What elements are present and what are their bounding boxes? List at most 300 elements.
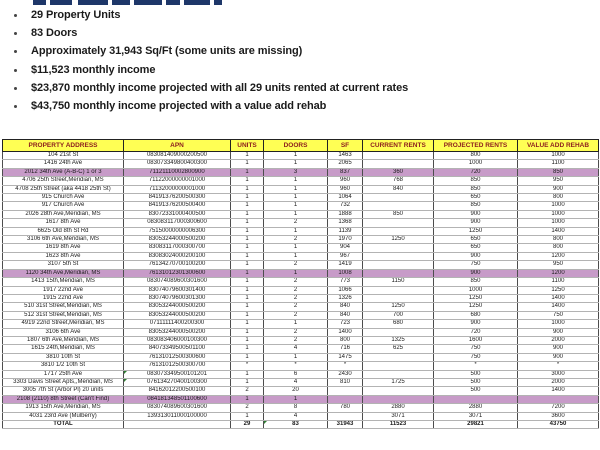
cell-units: * [231,362,264,370]
cell-units: 2 [231,387,264,395]
cell-address: 1913 15th Ave,Meridian, MS [3,404,124,412]
cell-projected-rents: 800 [434,152,518,160]
table-row [3,269,599,277]
cell-sf: 1888 [328,210,363,218]
cell-units: 1 [231,303,264,311]
bullet-text: 83 Doors [31,27,78,40]
cell-apn: 07111111400200300 [124,320,231,328]
cell-sf [328,412,363,420]
cell-apn: 76134270700100200 [124,261,231,269]
cell-apn: 083081409000200500 [124,152,231,160]
cell-value-add-rehab: 950 [518,261,599,269]
cell-apn: 076134270400100300 [124,378,231,386]
cell-apn [124,421,231,429]
cell-units: 1 [231,269,264,277]
cell-units: 1 [231,177,264,185]
cell-current-rents [363,370,434,378]
cell-units: 1 [231,194,264,202]
cell-sf: 1064 [328,194,363,202]
cell-apn: 83053244000500200 [124,236,231,244]
table-row [3,303,599,311]
cell-units: 1 [231,261,264,269]
cell-units: 1 [231,370,264,378]
cell-address: 1915 22nd Ave [3,294,124,302]
cell-units: 1 [231,286,264,294]
table-row [3,177,599,185]
cell-apn: 83083117000300700 [124,244,231,252]
table-row [3,378,599,386]
cell-projected-rents: 850 [434,177,518,185]
cell-current-rents [363,269,434,277]
cell-current-rents [363,261,434,269]
cell-current-rents: 680 [363,320,434,328]
bullet-dot-icon [14,69,17,72]
cell-units: 1 [231,202,264,210]
cell-doors: 1 [264,177,328,185]
cell-projected-rents: 750 [434,345,518,353]
cell-address: 1619 8th Ave [3,244,124,252]
cell-current-rents: 625 [363,345,434,353]
cell-doors: 1 [264,353,328,361]
cell-apn: 139313011000100000 [124,412,231,420]
cell-address: 3106 6th Ave [3,328,124,336]
cell-apn: 083083406000100300 [124,336,231,344]
table-total-row [3,421,599,429]
bullet-dot-icon [14,87,17,90]
bullet-item [12,6,588,24]
table-row [3,311,599,319]
rent-roll-table [2,139,599,429]
cell-apn: 83074079600301400 [124,286,231,294]
cell-doors: 1 [264,210,328,218]
cell-apn: 71122000000001000 [124,177,231,185]
table-row [3,261,599,269]
cell-current-rents: 768 [363,177,434,185]
column-header-doors: DOORS [264,140,328,152]
cell-projected-rents: 850 [434,202,518,210]
column-header-units: UNITS [231,140,264,152]
cell-sf: 1463 [328,152,363,160]
cell-units: 1 [231,378,264,386]
cell-doors: 1 [264,152,328,160]
cell-value-add-rehab: 800 [518,244,599,252]
cell-address: 1413 15th,Meridian, MS [3,278,124,286]
cell-doors: 1 [264,202,328,210]
cell-value-add-rehab: 2000 [518,378,599,386]
cell-projected-rents: 750 [434,353,518,361]
cell-doors: 2 [264,261,328,269]
cell-value-add-rehab: 950 [518,177,599,185]
cell-projected-rents: 1250 [434,227,518,235]
cell-projected-rents: 500 [434,370,518,378]
cell-doors: 83 [264,421,328,429]
cell-current-rents: 850 [363,210,434,218]
cell-address: 1617 8th Ave [3,219,124,227]
table-row [3,168,599,176]
cell-apn: 84191376200500300 [124,194,231,202]
bullet-text: 29 Property Units [31,9,121,21]
table-row [3,210,599,218]
cell-projected-rents: 650 [434,236,518,244]
cell-value-add-rehab: 800 [518,236,599,244]
cell-sf: 1008 [328,269,363,277]
cell-projected-rents: 900 [434,320,518,328]
cell-apn: 76131012301300600 [124,269,231,277]
cell-value-add-rehab: 900 [518,328,599,336]
cell-sf: 1475 [328,353,363,361]
cell-doors: 1 [264,320,328,328]
cell-value-add-rehab: 750 [518,311,599,319]
column-header-projected-rents: PROJECTED RENTS [434,140,518,152]
cell-sf: 1139 [328,227,363,235]
cell-projected-rents: 650 [434,244,518,252]
cell-value-add-rehab: 3000 [518,370,599,378]
bullet-item [12,24,588,42]
cell-current-rents [363,286,434,294]
cell-projected-rents [434,395,518,403]
cell-doors: 4 [264,378,328,386]
cell-value-add-rehab: 850 [518,168,599,176]
cell-apn: 083073349800400300 [124,160,231,168]
cell-value-add-rehab: 1100 [518,278,599,286]
cell-current-rents: 11523 [363,421,434,429]
cell-value-add-rehab: 900 [518,353,599,361]
cell-units: 1 [231,160,264,168]
cell-current-rents: 840 [363,185,434,193]
cell-sf: 732 [328,202,363,210]
cell-apn: 084181348501100600 [124,395,231,403]
cell-apn: 83053244000500200 [124,311,231,319]
table-row [3,252,599,260]
bullet-list [12,6,588,115]
cell-projected-rents: 1000 [434,286,518,294]
table-row [3,336,599,344]
table-row [3,236,599,244]
cell-projected-rents: 850 [434,185,518,193]
bullet-dot-icon [14,32,17,35]
cell-doors: 4 [264,345,328,353]
cell-units: 1 [231,244,264,252]
cell-doors: 1 [264,160,328,168]
cell-address: TOTAL [3,421,124,429]
cell-value-add-rehab: 1200 [518,252,599,260]
cell-doors: 2 [264,294,328,302]
cell-value-add-rehab: * [518,362,599,370]
cell-doors: 1 [264,244,328,252]
cell-projected-rents: 1250 [434,294,518,302]
cell-doors: 2 [264,278,328,286]
cell-current-rents [363,387,434,395]
table-row [3,412,599,420]
cell-projected-rents: 1250 [434,303,518,311]
cell-doors: 20 [264,387,328,395]
cell-address: 4031 23rd Ave (Mulberry) [3,412,124,420]
table-row [3,320,599,328]
cell-units: 1 [231,168,264,176]
cell-apn: 75150000000006300 [124,227,231,235]
table-row [3,294,599,302]
cell-units: 1 [231,227,264,235]
cell-sf [328,395,363,403]
cell-doors: 2 [264,219,328,227]
cell-value-add-rehab: 1200 [518,269,599,277]
cell-doors: 2 [264,311,328,319]
cell-address: 4706 25th Street,Meridian, MS [3,177,124,185]
cell-projected-rents: * [434,362,518,370]
cell-address: 1615 24th,Meridian, MS [3,345,124,353]
cell-current-rents: 1250 [363,236,434,244]
cell-projected-rents: 500 [434,378,518,386]
cell-doors: 2 [264,286,328,294]
cell-units: 1 [231,219,264,227]
cell-apn: 083074089600301600 [124,404,231,412]
cell-value-add-rehab: 900 [518,345,599,353]
cell-units: 1 [231,412,264,420]
cell-address: 2012 34th Ave (A-B-C) 1 or 3 [3,168,124,176]
cell-projected-rents: 900 [434,252,518,260]
cell-apn: 83074079600301300 [124,294,231,302]
cell-projected-rents: 900 [434,210,518,218]
cell-units: 1 [231,311,264,319]
bullet-dot-icon [14,50,17,53]
cell-value-add-rehab: 1400 [518,387,599,395]
cell-current-rents [363,294,434,302]
cell-sf: 960 [328,185,363,193]
cell-sf: 716 [328,345,363,353]
table-row [3,345,599,353]
cell-doors: 8 [264,404,328,412]
cell-doors: 1 [264,252,328,260]
cell-apn: 083074089600301600 [124,278,231,286]
cell-address: 1623 8th Ave [3,252,124,260]
cell-apn: 083073349500101201 [124,370,231,378]
cell-apn: 83053244000500200 [124,303,231,311]
cell-sf: 2065 [328,160,363,168]
cell-current-rents [363,244,434,252]
cell-apn: 84162012200500100 [124,387,231,395]
cell-address: 3810 10th St [3,353,124,361]
table-row [3,328,599,336]
cell-doors: 1 [264,185,328,193]
bullet-item [12,97,588,115]
cell-units: 1 [231,152,264,160]
cell-doors: 1 [264,227,328,235]
cell-address: 915 Church Ave [3,194,124,202]
cell-apn: 76131012500300600 [124,353,231,361]
table-row [3,387,599,395]
cell-value-add-rehab: 2000 [518,336,599,344]
cell-units: 1 [231,345,264,353]
cell-units: 1 [231,278,264,286]
cell-current-rents: 3071 [363,412,434,420]
cell-address: 1416 24th Ave [3,160,124,168]
table-row [3,152,599,160]
cell-address: 3106 6th Ave,Meridian, MS [3,236,124,244]
cell-doors: 2 [264,328,328,336]
cell-sf: 800 [328,336,363,344]
cell-address: 1120 34th Ave,Meridian, MS [3,269,124,277]
cell-address: 917 Church Ave [3,202,124,210]
table-row [3,395,599,403]
table-row [3,185,599,193]
cell-sf: 810 [328,378,363,386]
cell-current-rents [363,362,434,370]
cell-units: 1 [231,336,264,344]
bullet-item [12,61,588,79]
cell-sf: 967 [328,252,363,260]
cell-value-add-rehab: 1400 [518,294,599,302]
bullet-text: Approximately 31,943 Sq/Ft (some units are missing) [31,45,303,58]
cell-units: 1 [231,320,264,328]
cell-apn: 84191376200500400 [124,202,231,210]
cell-units: 2 [231,404,264,412]
cell-units: 1 [231,252,264,260]
cell-apn: 83053244000500200 [124,328,231,336]
cell-sf: 840 [328,303,363,311]
cell-sf: 1066 [328,286,363,294]
table-header [3,140,599,152]
cell-current-rents: 2880 [363,404,434,412]
cell-sf: 1419 [328,261,363,269]
cell-projected-rents: 3071 [434,412,518,420]
column-header-apn: APN [124,140,231,152]
bullet-text: $11,523 monthly income [31,63,156,76]
cell-doors: * [264,362,328,370]
cell-current-rents [363,219,434,227]
cell-sf: 1400 [328,328,363,336]
cell-address: 3005 7th St (Arbor Pl) 20 units [3,387,124,395]
table-header-row [3,140,599,152]
cell-projected-rents: 650 [434,194,518,202]
cell-sf: * [328,362,363,370]
table-row [3,370,599,378]
cell-projected-rents: 720 [434,328,518,336]
cell-doors: 2 [264,236,328,244]
table-row [3,353,599,361]
cell-sf: 780 [328,404,363,412]
bullet-text: $43,750 monthly income projected with a value add rehab [31,100,327,113]
cell-sf: 723 [328,320,363,328]
cell-sf: 904 [328,244,363,252]
cell-projected-rents: 750 [434,261,518,269]
cell-sf: 2430 [328,370,363,378]
column-header-sf: SF [328,140,363,152]
bullet-dot-icon [14,14,17,17]
cell-doors: 1 [264,269,328,277]
cell-value-add-rehab: 1000 [518,219,599,227]
cell-value-add-rehab: 800 [518,194,599,202]
bullet-dot-icon [14,105,17,108]
cell-current-rents [363,152,434,160]
cell-projected-rents: 900 [434,269,518,277]
cell-sf: 840 [328,311,363,319]
cell-current-rents: 1325 [363,336,434,344]
cell-projected-rents: 720 [434,168,518,176]
cell-doors: 2 [264,303,328,311]
cell-units: 1 [231,395,264,403]
cell-sf: 1368 [328,219,363,227]
cell-value-add-rehab: 7200 [518,404,599,412]
cell-apn: 76131012500300700 [124,362,231,370]
cell-address: 510 31st Street,Meridian, MS [3,303,124,311]
table-row [3,278,599,286]
cell-address: 1717 25th Ave [3,370,124,378]
column-header-current-rents: CURRENT RENTS [363,140,434,152]
cell-current-rents [363,194,434,202]
cell-address: 2108 (2110) 8th Street (Can't Find) [3,395,124,403]
cell-projected-rents: 2880 [434,404,518,412]
cell-units: 1 [231,185,264,193]
table-row [3,404,599,412]
cell-address: 512 31st Street,Meridian, MS [3,311,124,319]
cell-current-rents [363,202,434,210]
cell-value-add-rehab: 900 [518,185,599,193]
cell-current-rents [363,252,434,260]
bullet-item [12,79,588,97]
cell-current-rents [363,160,434,168]
cell-value-add-rehab: 1000 [518,210,599,218]
cell-current-rents: 1250 [363,303,434,311]
cell-sf: 773 [328,278,363,286]
cell-current-rents: 360 [363,168,434,176]
cell-address: 4708 25th Street (aka 4418 25th St) [3,185,124,193]
table-row [3,227,599,235]
cell-address: 2026 28th Ave,Meridian, MS [3,210,124,218]
cell-value-add-rehab: 1400 [518,303,599,311]
cell-apn: 71132000000001000 [124,185,231,193]
cell-apn: 83083024000200100 [124,252,231,260]
cell-projected-rents: 500 [434,387,518,395]
table-row [3,286,599,294]
cell-units: 29 [231,421,264,429]
cell-apn: 083083117000300600 [124,219,231,227]
cell-address: 3303 Davis Street Apts,,Meridian, MS [3,378,124,386]
cell-value-add-rehab: 3600 [518,412,599,420]
cell-address: 4919 22nd Street,Meridian, MS [3,320,124,328]
cell-sf: 960 [328,177,363,185]
cell-units: 1 [231,353,264,361]
table-row [3,194,599,202]
cell-current-rents: 1725 [363,378,434,386]
cell-projected-rents: 680 [434,311,518,319]
cell-address: 1807 6th Ave,Meridian, MS [3,336,124,344]
table-row [3,219,599,227]
cell-address: 1917 22nd Ave [3,286,124,294]
cell-doors: 1 [264,395,328,403]
cell-value-add-rehab: 43750 [518,421,599,429]
cell-sf: 1326 [328,294,363,302]
column-header-address: PROPERTY ADDRESS [3,140,124,152]
cell-units: 1 [231,294,264,302]
cell-units: 1 [231,236,264,244]
cell-projected-rents: 850 [434,278,518,286]
table-row [3,362,599,370]
cell-value-add-rehab: 1000 [518,320,599,328]
cell-sf: 31943 [328,421,363,429]
column-header-value-add-rehab: VALUE ADD REHAB [518,140,599,152]
cell-value-add-rehab: 1250 [518,286,599,294]
cell-sf: 1970 [328,236,363,244]
cell-doors: 1 [264,194,328,202]
cell-current-rents [363,328,434,336]
cell-current-rents: 1150 [363,278,434,286]
table-row [3,202,599,210]
cell-value-add-rehab: 1000 [518,152,599,160]
bullet-item [12,42,588,60]
cell-projected-rents: 1000 [434,160,518,168]
cell-apn: 71121110002800900 [124,168,231,176]
table-body [3,152,599,429]
